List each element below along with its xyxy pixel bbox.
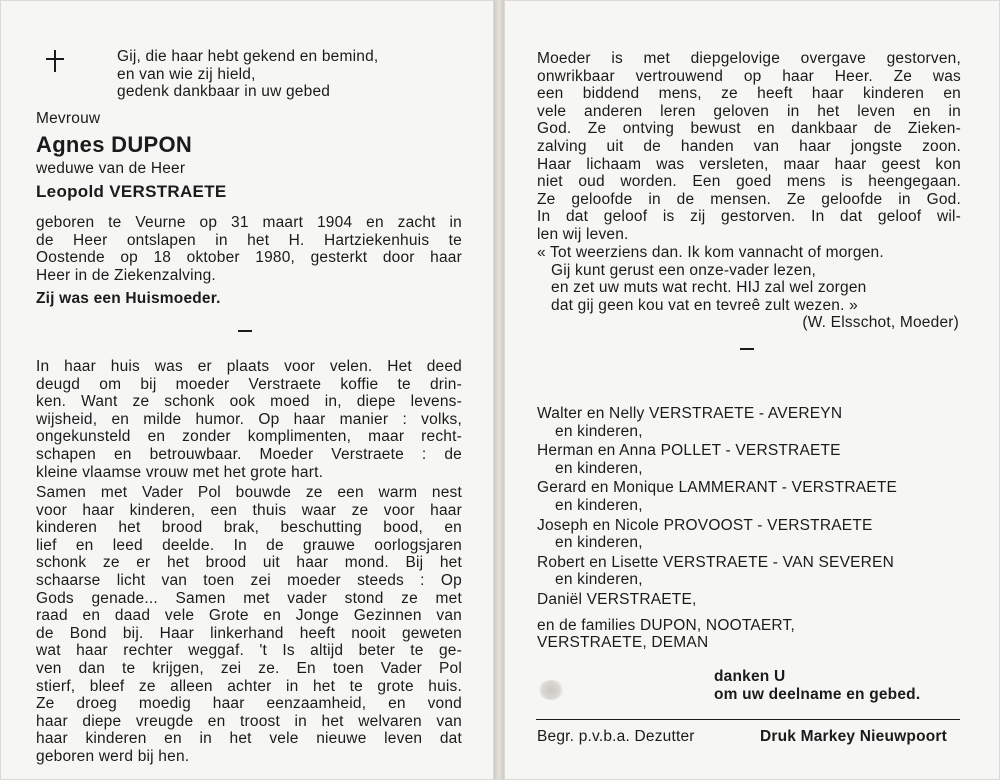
footer-funeral-home: Begr. p.v.b.a. Dezutter [537, 728, 695, 745]
text-line: stierf, bleef ze alleen achter in het te grote huis. [36, 677, 462, 695]
text-line: onwrikbaar vertrouwend op haar Heer. Ze was [537, 67, 961, 85]
verse-line: Gij, die haar hebt gekend en bemind, [117, 48, 379, 65]
text-line: zalving uit de handen van haar jongste zoon. [537, 137, 961, 155]
verse-line: en van wie zij hield, [117, 65, 256, 83]
housewife-statement: Zij was een Huismoeder. [36, 290, 221, 307]
thanks-line: danken U [714, 668, 786, 685]
text-line: lief en leed deelde. In de grauwe oorlogsjaren [36, 536, 462, 554]
text-line: Gods genade... Samen met vader stond ze met [36, 589, 462, 607]
text-line: God. Ze ontving bewust en dankbaar de Zieken- [537, 120, 961, 138]
verse-line: gedenk dankbaar in uw gebed [117, 83, 331, 101]
family-sub: en kinderen, [555, 496, 643, 514]
family-sub: en kinderen, [555, 534, 643, 552]
text-line: Moeder is met diepgelovige overgave gestorven, [537, 50, 961, 67]
cross-icon [44, 50, 66, 72]
thanks-line: om uw deelname en gebed. [714, 685, 921, 703]
quote-line: Gij kunt gerust een onze-vader lezen, [551, 261, 817, 279]
text-line: ongekunsteld en zonder komplimenten, maar recht- [36, 428, 462, 446]
text-line: Heer in de Ziekenzalving. [36, 266, 216, 284]
birth-death-text [36, 214, 462, 284]
right-paragraph [537, 50, 961, 244]
text-line: schaarse licht van toen zei moeder steeds : Op [36, 571, 462, 589]
family-name: Walter en Nelly VERSTRAETE - AVEREYN [537, 405, 843, 422]
footer-rule [536, 719, 960, 720]
footer-printer: Druk Markey Nieuwpoort [760, 728, 947, 745]
widow-of: weduwe van de Heer [36, 160, 186, 177]
text-line: In haar huis was er plaats voor velen. Het deed [36, 358, 462, 375]
card-fold [494, 0, 504, 780]
family-name: Herman en Anna POLLET - VERSTRAETE [537, 442, 841, 460]
text-line: ken. Want ze schonk ook moed in, diepe levens- [36, 393, 462, 411]
text-line: Ze geloofde in de mensen. Ze geloofde in God. [537, 190, 961, 208]
thanks [714, 668, 920, 703]
quote-line: en zet uw muts wat recht. HIJ zal wel zorgen [551, 279, 867, 297]
deceased-name: Agnes DUPON [36, 132, 193, 157]
family-name: Joseph en Nicole PROVOOST - VERSTRAETE [537, 516, 873, 534]
text-line: de Bond bij. Haar linkerhand heeft nooit geweten [36, 624, 462, 642]
text-line: kinderen het brood brak, beschutting bood, en [36, 519, 462, 537]
title-mevrouw: Mevrouw [36, 110, 101, 127]
family-sub: en kinderen, [555, 571, 643, 589]
text-line: haar kinderen en in het vele nieuwe leven dat [36, 730, 462, 748]
family-sub: en kinderen, [555, 422, 643, 440]
quote-source: (W. Elsschot, Moeder) [802, 314, 959, 332]
text-line: Oostende op 18 oktober 1980, gesterkt door haar [36, 249, 462, 267]
families-line: VERSTRAETE, DEMAN [537, 634, 709, 652]
text-line: Samen met Vader Pol bouwde ze een warm nest [36, 484, 462, 501]
text-line: Ze droeg moedig haar eenzaamheid, en vond [36, 695, 462, 713]
family-name: Gerard en Monique LAMMERANT - VERSTRAETE [537, 479, 898, 497]
text-line: ven dan te krijgen, zei ze. En toen Vader Pol [36, 659, 462, 677]
text-line: wijsheid, en milde humor. Op haar manier : volks, [36, 410, 462, 428]
text-line: vele anderen leren geloven in het leven en in [537, 102, 961, 120]
text-line: niet oud worden. Een goed mens is heengegaan. [537, 173, 961, 191]
text-line: In dat geloof is zij gestorven. In dat geloof wil- [537, 208, 961, 226]
families-line: en de families DUPON, NOOTAERT, [537, 616, 795, 634]
text-line: Haar lichaam was versleten, maar haar geest kon [537, 155, 961, 173]
text-line: geboren te Veurne op 31 maart 1904 en zacht in [36, 214, 462, 231]
family-name: Daniël VERSTRAETE, [537, 590, 697, 608]
quote-line: dat gij geen kou vat en tevreê zult wezen. » [551, 296, 858, 314]
quote-line: « Tot weerziens dan. Ik kom vannacht of morgen. [537, 244, 884, 261]
elsschot-quote [537, 244, 961, 332]
text-line: schonk ze er het brood uit haar mond. Bij het [36, 554, 462, 572]
text-line: raad en daad vele Grote en Jonge Gezinnen van [36, 607, 462, 625]
paragraph-1 [36, 358, 462, 481]
text-line: geboren werd bij hen. [36, 747, 190, 765]
text-line: voor haar kinderen, een thuis waar ze voor haar [36, 501, 462, 519]
text-line: kleine vlaamse vrouw met het grote hart. [36, 463, 324, 481]
text-line: een biddend mens, ze heeft haar kinderen en [537, 85, 961, 103]
text-line: haar diepe vreugde en troost in het welvaren van [36, 712, 462, 730]
husband-name: Leopold VERSTRAETE [36, 182, 227, 201]
verse [117, 48, 378, 101]
text-line: de Heer ontslapen in het H. Hartziekenhuis te [36, 231, 462, 249]
text-line: schapen en betrouwbaar. Moeder Verstraete : de [36, 445, 462, 463]
separator-dash [740, 348, 754, 350]
text-line: len wij leven. [537, 225, 629, 243]
text-line: wat haar rechter weggaf. 't Is altijd beter te ge- [36, 642, 462, 660]
ink-smudge [538, 680, 564, 700]
family-sub: en kinderen, [555, 459, 643, 477]
text-line: deugd om bij moeder Verstraete koffie te drin- [36, 375, 462, 393]
family-list [537, 405, 897, 652]
paragraph-2 [36, 484, 462, 766]
separator-dash [238, 330, 252, 332]
family-name: Robert en Lisette VERSTRAETE - VAN SEVEREN [537, 553, 894, 571]
